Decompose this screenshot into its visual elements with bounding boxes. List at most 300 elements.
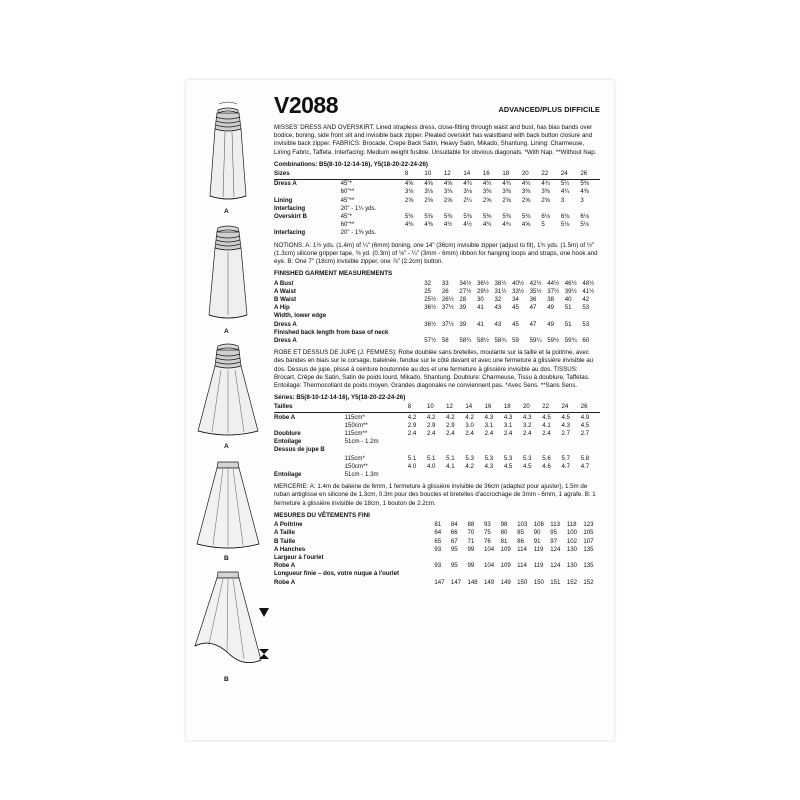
cell: 25 <box>424 287 432 295</box>
cell <box>561 438 580 446</box>
spacer-col <box>400 546 434 554</box>
cell: 5.1 <box>407 454 417 462</box>
cell: 4¾ <box>482 221 492 229</box>
cell: 150 <box>517 578 528 586</box>
cell: 4¾ <box>502 180 511 188</box>
cell <box>561 446 580 454</box>
cell <box>561 205 581 213</box>
cell <box>567 554 584 562</box>
cell: 4.1 <box>446 462 455 470</box>
row-label: Dress A <box>274 337 297 345</box>
size-col: 8 <box>408 403 427 413</box>
cell: 27½ <box>459 287 472 295</box>
finished-measurements-title-en: FINISHED GARMENT MEASUREMENTS <box>274 270 393 278</box>
row-label: Overskirt B <box>274 213 307 221</box>
size-col: 10 <box>424 170 444 180</box>
pattern-number: V2088 <box>274 92 339 118</box>
cell: 38 <box>547 295 555 303</box>
cell: 45 <box>512 320 519 328</box>
cell: 2⅝ <box>404 196 414 204</box>
finished-fr-mount-table <box>274 521 600 587</box>
cell <box>501 554 518 562</box>
row-label: Robe A <box>274 578 296 586</box>
cell: 5⅛ <box>580 221 589 229</box>
figure-overskirt-b-2 <box>187 564 269 676</box>
table-row <box>274 197 600 205</box>
row-label: Longueur finie – dos, votre nuque à l'ourlet <box>274 570 400 578</box>
cell: 5.3 <box>503 454 513 462</box>
cell: 58½ <box>476 337 489 345</box>
fabric-width: 115cm* <box>344 413 365 421</box>
figure-overskirt-b-1 <box>187 452 269 556</box>
table-row <box>274 321 600 329</box>
cell <box>446 446 465 454</box>
cell: 43 <box>494 304 502 312</box>
row-label: A Hip <box>274 304 290 312</box>
cell <box>512 312 530 320</box>
cell: 4⅜ <box>580 188 589 196</box>
spacer-col <box>400 554 434 562</box>
cell: 95 <box>450 545 458 553</box>
cell <box>484 570 501 578</box>
cell <box>405 205 425 213</box>
cell <box>427 446 446 454</box>
row-label: Dress A <box>274 320 297 328</box>
cell: 109 <box>500 562 511 570</box>
cell: 108 <box>533 521 544 529</box>
cell <box>547 329 565 337</box>
cell: 41 <box>476 304 484 312</box>
cell: 5.1 <box>426 454 436 462</box>
cell: 30 <box>476 295 484 303</box>
cell: 3⅜ <box>502 188 511 196</box>
cell: 2.4 <box>503 429 513 437</box>
cell: 95 <box>550 529 558 537</box>
row-label: Entoilage <box>274 438 302 446</box>
table-row <box>274 221 600 229</box>
size-col: 14 <box>465 403 484 413</box>
cell: 4.0 <box>407 462 417 470</box>
cell: 2.4 <box>523 429 532 437</box>
cell: 75 <box>484 529 491 537</box>
cell: 67 <box>450 537 458 545</box>
table-row <box>274 312 600 320</box>
cell <box>495 329 513 337</box>
cell: 88 <box>467 521 475 529</box>
cell <box>477 312 495 320</box>
cell <box>522 229 542 237</box>
cell: 4⅜ <box>404 221 414 229</box>
size-col: 24 <box>561 403 580 413</box>
cell <box>517 554 534 562</box>
cell: 39 <box>459 320 467 328</box>
spacer-col <box>389 288 424 296</box>
cell <box>465 471 484 479</box>
cell: 4.3 <box>484 462 494 470</box>
row-label: Finished back length from base of neck <box>274 328 389 336</box>
cell <box>408 446 427 454</box>
cell <box>434 554 451 562</box>
fabric-width: 51cm - 1.2m <box>344 438 379 446</box>
cell: 98 <box>500 521 508 529</box>
cell: 93 <box>434 545 442 553</box>
pattern-envelope-back <box>186 80 614 740</box>
row-label: Doublure <box>274 429 301 437</box>
cell: 33½ <box>512 287 524 295</box>
size-col: 22 <box>542 403 561 413</box>
cell <box>565 329 583 337</box>
cell: 4.9 <box>580 413 590 421</box>
figure-label-a3: A <box>224 443 229 450</box>
row-label: Robe A <box>274 413 296 421</box>
cell <box>408 438 427 446</box>
size-col: 16 <box>483 170 503 180</box>
figure-label-a2: A <box>224 328 229 335</box>
row-label: A Bust <box>274 279 294 287</box>
cell: 58¾ <box>494 337 507 345</box>
fabric-width: 60"** <box>340 188 355 196</box>
cell <box>530 312 548 320</box>
cell <box>495 312 513 320</box>
cell: 123 <box>583 521 594 529</box>
cell: 4¾ <box>463 180 472 188</box>
cell: 4.0 <box>426 462 436 470</box>
cell: 49 <box>547 320 555 328</box>
table-row <box>274 446 600 454</box>
size-col: 8 <box>405 170 425 180</box>
cell: 4.7 <box>580 462 590 470</box>
cell: 3.1 <box>484 421 494 429</box>
fabric-width: 150cm** <box>344 462 368 470</box>
spacer-col <box>400 570 434 578</box>
cell: 93 <box>434 562 442 570</box>
table-row <box>274 554 600 562</box>
cell: 2⅝ <box>521 196 531 204</box>
cell <box>444 205 464 213</box>
cell: 6⅛ <box>541 213 550 221</box>
spacer-col <box>389 337 424 345</box>
cell <box>424 312 442 320</box>
cell: 2⅝ <box>482 196 492 204</box>
cell: 66 <box>450 529 458 537</box>
cell: 2.4 <box>407 429 417 437</box>
cell <box>405 229 425 237</box>
cell: 39½ <box>564 287 577 295</box>
cell: 5⅜ <box>463 213 472 221</box>
cell: 37½ <box>441 304 454 312</box>
row-label: Interfacing <box>274 229 306 237</box>
series-line <box>274 394 600 402</box>
table-row <box>274 471 600 479</box>
cell <box>485 438 504 446</box>
size-col: 24 <box>561 170 581 180</box>
cell <box>582 312 600 320</box>
cell: 5.1 <box>446 454 455 462</box>
spacer-col <box>400 562 434 570</box>
cell: 124 <box>550 545 561 553</box>
cell: 5⅜ <box>424 213 433 221</box>
cell: 105 <box>583 529 594 537</box>
table-row <box>274 430 600 438</box>
cell: 40 <box>564 295 572 303</box>
table-row <box>274 529 600 537</box>
cell <box>580 205 600 213</box>
spacer-col <box>389 279 424 287</box>
cell <box>523 471 542 479</box>
cell: 119 <box>533 562 544 570</box>
cell: 150 <box>533 578 544 586</box>
cell <box>504 446 523 454</box>
size-col: 20 <box>523 403 542 413</box>
cell <box>550 570 567 578</box>
figure-label-b1: B <box>224 555 229 562</box>
cell <box>424 229 444 237</box>
cell <box>530 329 548 337</box>
row-label: Robe A <box>274 562 296 570</box>
cell: 6⅛ <box>580 213 589 221</box>
cell: 53 <box>582 320 590 328</box>
cell: 3.0 <box>465 421 474 429</box>
cell <box>442 329 460 337</box>
row-label: Entoilage <box>274 471 302 479</box>
fabric-width: 115cm* <box>344 454 365 462</box>
cell: 5⅜ <box>404 213 414 221</box>
cell: 3⅛ <box>463 188 472 196</box>
cell: 39 <box>459 304 467 312</box>
cell: 4.5 <box>561 413 570 421</box>
cell: 34½ <box>459 279 472 287</box>
size-col: 26 <box>581 403 600 413</box>
cell: 4½ <box>463 221 472 229</box>
cell: 5⅜ <box>502 213 511 221</box>
cell: 59¼ <box>529 337 542 345</box>
cell <box>534 570 551 578</box>
cell <box>467 570 484 578</box>
table-row <box>274 422 600 430</box>
cell: 41 <box>476 320 484 328</box>
cell: 34 <box>512 295 519 303</box>
cell: 25½ <box>424 295 437 303</box>
cell: 85 <box>517 529 524 537</box>
cell <box>581 446 600 454</box>
table-row-header <box>274 170 600 180</box>
cell: 71 <box>467 537 475 545</box>
cell: 47 <box>529 320 537 328</box>
size-col: 10 <box>427 403 446 413</box>
cell: 4.5 <box>523 462 532 470</box>
cell <box>502 205 522 213</box>
row-label: A Waist <box>274 287 296 295</box>
spacer-col <box>400 529 434 537</box>
width-col-header <box>341 170 405 180</box>
cell <box>583 570 600 578</box>
figure-dress-a-3 <box>188 336 268 444</box>
cell: 2.4 <box>446 429 455 437</box>
description-english: MISSES' DRESS AND OVERSKIRT: Lined strapless dress, close-fitting through waist and bust, has bias bands over bodice, boning, side front slit and invisible back zipper. Pleated overskirt has waistband with back button closure and invisible back zipper. FABRICS: Brocade, Crepe Back Satin, Heavy Satin, Mikado, Shantung. Lining: Charmeuse, Lining Fabric, Taffeta. Interfacing: Medium weight fusible. Unsuitable for obvious diagonals. *With Nap. **Without Nap. <box>274 124 597 156</box>
cell: 5⅜ <box>482 213 492 221</box>
cell <box>446 471 465 479</box>
cell: 43 <box>494 320 502 328</box>
size-col: 20 <box>522 170 542 180</box>
cell: 151 <box>550 578 561 586</box>
size-col: 12 <box>446 403 465 413</box>
combinations-label: Combinations: <box>274 160 318 168</box>
cell: 26½ <box>441 295 454 303</box>
cell <box>542 438 561 446</box>
cell: 4¾ <box>502 221 511 229</box>
cell: 5 <box>541 221 545 229</box>
cell: 3⅛ <box>424 188 433 196</box>
difficulty-label: ADVANCED/PLUS DIFFICILE <box>498 105 600 115</box>
cell: 3.1 <box>503 421 513 429</box>
cell: 99 <box>467 545 475 553</box>
spacer-col <box>400 538 434 546</box>
cell <box>517 570 534 578</box>
cell: 3 <box>580 196 584 204</box>
finished-en-mount-table <box>274 279 600 345</box>
cell: 4.2 <box>465 413 474 421</box>
cell: 5⅜ <box>443 213 453 221</box>
cell <box>567 570 584 578</box>
cell: 35½ <box>529 287 542 295</box>
cell: 2⅝ <box>424 196 433 204</box>
fabric-width: 20" - 1⅜ yds. <box>340 229 377 237</box>
cell <box>550 554 567 562</box>
cell: 49 <box>547 304 555 312</box>
cell: 33 <box>441 279 449 287</box>
cell: 5.6 <box>542 454 551 462</box>
cell <box>427 438 446 446</box>
table-row <box>274 229 600 237</box>
cell: 124 <box>550 562 561 570</box>
cell: 36 <box>529 295 537 303</box>
table-row <box>274 288 600 296</box>
cell <box>485 446 504 454</box>
table-row <box>274 579 600 587</box>
cell: 5.8 <box>580 454 590 462</box>
cell: 53 <box>582 304 590 312</box>
cell: 102 <box>566 537 577 545</box>
cell <box>583 554 600 562</box>
cell <box>542 471 561 479</box>
table-row <box>274 455 600 463</box>
cell: 97 <box>550 537 558 545</box>
cell <box>484 554 501 562</box>
cell: 4⅝ <box>424 180 433 188</box>
cell <box>442 312 460 320</box>
cell: 41½ <box>582 287 595 295</box>
cell <box>541 205 561 213</box>
cell: 149 <box>484 578 495 586</box>
cell: 2.4 <box>542 429 551 437</box>
cell <box>561 471 580 479</box>
cell: 135 <box>583 545 594 553</box>
cell <box>542 446 561 454</box>
description-french: ROBE ET DESSUS DE JUPE (J. FEMMES): Robe doublée sans bretelles, moulante sur la taille et la poitrine, avec des bandes en biais sur le corsage, baleinée, fendue sur le côté devant et avec une fermeture à glissière invisible au dos. Dessus de jupe, plissé à ceinture boutonnée au dos et une fermeture à glissière invisible au dos. TISSUS: Brocart, Crêpe de Satin, Satin de poids lourd, Mikado, Shantung. Doublure: Charmeuse, Tissu à doublure, Taffetas. Entoilage: Thermocollant de poids moyen. Grandes diagonales ne conviennent pas. *Avec Sens. **Sans Sens. <box>274 349 594 389</box>
cell: 64 <box>434 529 442 537</box>
fabric-width: 150cm** <box>344 421 368 429</box>
cell: 2.4 <box>426 429 436 437</box>
row-label: Dress A <box>274 180 297 188</box>
cell: 4¾ <box>521 180 531 188</box>
cell: 6⅛ <box>560 213 570 221</box>
cell <box>483 205 503 213</box>
table-row <box>274 329 600 337</box>
cell: 4.5 <box>580 421 590 429</box>
cell: 5.3 <box>465 454 474 462</box>
cell: 5.3 <box>523 454 532 462</box>
cell: 107 <box>583 537 594 545</box>
cell: 37½ <box>441 320 454 328</box>
row-label <box>274 463 345 471</box>
cell <box>502 229 522 237</box>
cell: 2.4 <box>484 429 494 437</box>
cell: 58¼ <box>459 337 472 345</box>
cell: 4.2 <box>446 413 455 421</box>
row-label: B Waist <box>274 295 297 303</box>
cell: 90 <box>533 529 541 537</box>
cell: 51 <box>564 304 572 312</box>
cell <box>408 471 427 479</box>
cell: 42½ <box>529 279 542 287</box>
table-row <box>274 562 600 570</box>
cell: 40½ <box>512 279 524 287</box>
cell: 44½ <box>547 279 560 287</box>
cell <box>547 312 565 320</box>
spacer-col <box>389 329 424 337</box>
cell <box>424 205 444 213</box>
cell: 4.5 <box>542 413 551 421</box>
cell: 2.7 <box>580 429 590 437</box>
table-row <box>274 304 600 312</box>
cell: 37½ <box>547 287 560 295</box>
size-col: 22 <box>541 170 561 180</box>
finished-measurements-title-fr: MESURES DU VÊTEMENTS FINI <box>274 511 370 519</box>
cell <box>463 229 483 237</box>
cell: 47 <box>529 304 537 312</box>
cell <box>483 229 503 237</box>
figure-dress-a-2 <box>192 216 264 328</box>
row-label <box>274 221 341 229</box>
table-row <box>274 205 600 213</box>
size-col: 18 <box>504 403 523 413</box>
cell: 113 <box>550 521 560 529</box>
cell: 32 <box>494 295 502 303</box>
figure-dress-a-1 <box>192 96 264 208</box>
finished-english-mount <box>274 279 600 345</box>
cell <box>512 329 530 337</box>
cell: 103 <box>517 521 528 529</box>
cell: 4.3 <box>561 421 570 429</box>
series-value: B5(8-10-12-14-16), Y5(18-20-22-24-26) <box>296 394 406 402</box>
spacer-col <box>389 321 424 329</box>
cell <box>467 554 484 562</box>
cell: 147 <box>434 578 445 586</box>
cell: 2.7 <box>561 429 570 437</box>
figure-label-b2: B <box>224 676 229 683</box>
row-label <box>274 455 345 463</box>
row-label <box>274 422 345 430</box>
cell <box>459 329 477 337</box>
notions-english: NOTIONS: A: 1½ yds. (1.4m) of ¼" (6mm) boning, one 14" (36cm) invisible zipper (adjust to fit), 1¾ yds. (1.5m) of ½" (1.3cm) silicone gripper tape, ⅜ yd. (0.3m) of ⅛" - ¼" (3mm - 6mm) ribbon for hanging loops and straps, one hook and eye. B: One 7" (18cm) invisible zipper, one ⅞" (2.2cm) button. <box>274 241 598 265</box>
series-label: Séries: <box>274 394 295 402</box>
cell: 2⅝ <box>443 196 453 204</box>
size-col: 12 <box>444 170 464 180</box>
cell: 3.2 <box>523 421 532 429</box>
table-row-header <box>274 403 600 413</box>
row-label: A Taille <box>274 529 295 537</box>
cell <box>485 471 504 479</box>
